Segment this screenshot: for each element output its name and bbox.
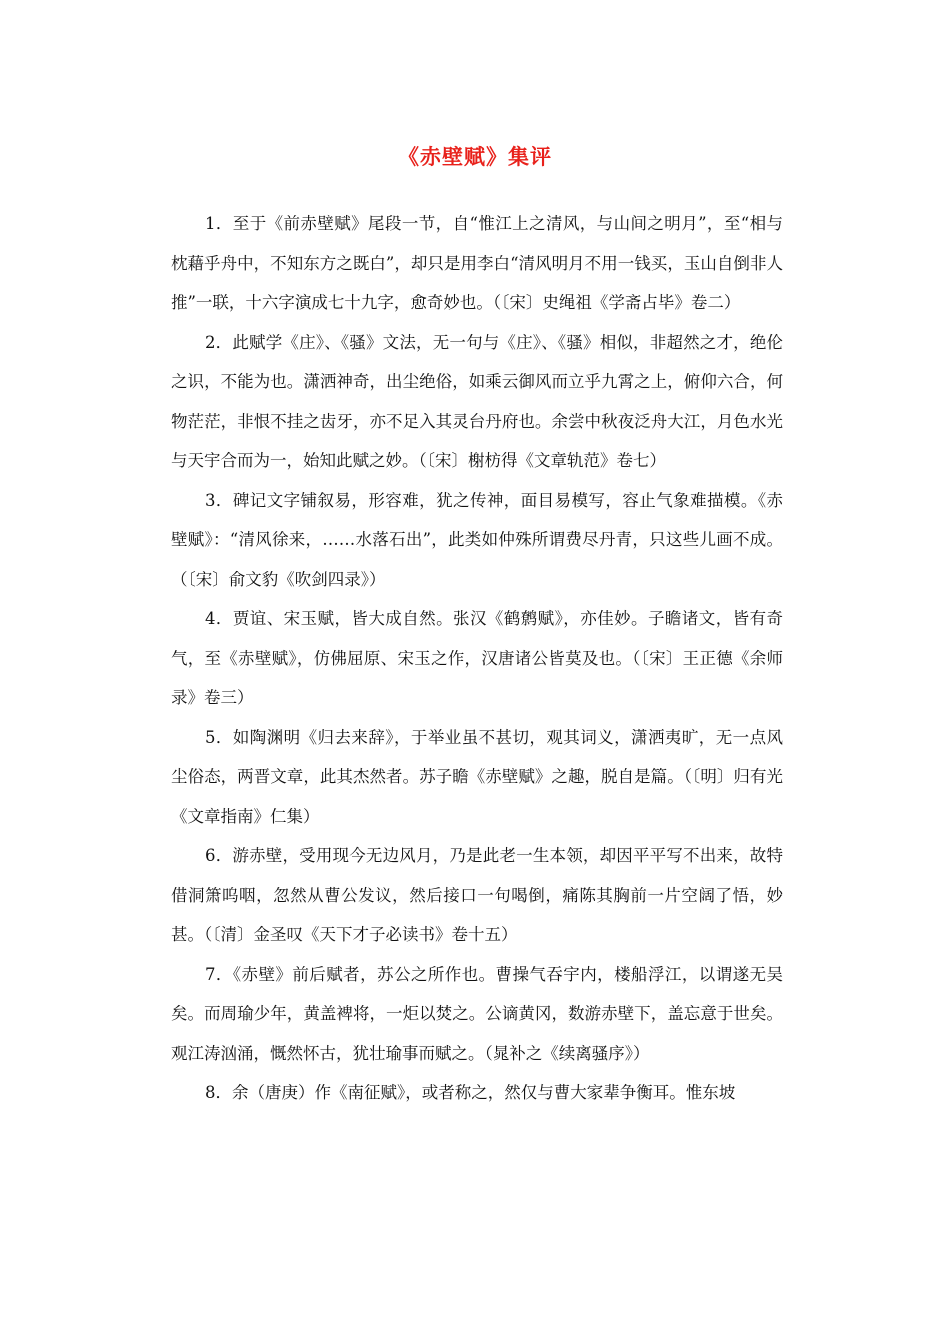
paragraph-6: 6．游赤壁，受用现今无边风月，乃是此老一生本领，却因平平写不出来，故特借洞箫呜咽，忽然从曹公发议，然后接口一句喝倒，痛陈其胸前一片空阔了悟，妙甚。（〔清〕金圣叹《天下才子必读书》卷十五） [171, 846, 783, 944]
document-body [171, 204, 783, 1113]
paragraph-5: 5．如陶渊明《归去来辞》，于举业虽不甚切，观其词义，潇洒夷旷，无一点风尘俗态，两晋文章，此其杰然者。苏子瞻《赤壁赋》之趣，脱自是篇。（〔明〕归有光《文章指南》仁集） [171, 727, 783, 826]
paragraph-1: 1．至于《前赤壁赋》尾段一节，自“惟江上之清风，与山间之明月”，至“相与枕藉乎舟中，不知东方之既白”，却只是用李白“清风明月不用一钱买，玉山自倒非人推”一联，十六字演成七十九字，愈奇妙也。（〔宋〕史绳祖《学斋占毕》卷二） [171, 214, 783, 312]
paragraph-2: 2．此赋学《庄》、《骚》文法，无一句与《庄》、《骚》相似，非超然之才，绝伦之识，不能为也。潇洒神奇，出尘绝俗，如乘云御风而立乎九霄之上，俯仰六合，何物茫茫，非恨不挂之齿牙，亦不足入其灵台丹府也。余尝中秋夜泛舟大江，月色水光与天宇合而为一，始知此赋之妙。（〔宋〕榭枋得《文章轨范》卷七） [171, 332, 783, 470]
paragraph-7: 7．《赤壁》前后赋者，苏公之所作也。曹操气吞宇内，楼船浮江，以谓遂无吴矣。而周瑜少年，黄盖裨将，一炬以焚之。公谪黄冈，数游赤壁下，盖忘意于世矣。观江涛汹涌，慨然怀古，犹壮瑜事而赋之。（晁补之《续离骚序》） [171, 964, 783, 1063]
document-title: 《赤壁赋》集评 [398, 145, 552, 169]
paragraph-3: 3．碑记文字铺叙易，形容难，犹之传神，面目易模写，容止气象难描模。《赤壁赋》：“清风徐来，……水落石出”，此类如仲殊所谓费尽丹青，只这些儿画不成。（〔宋〕俞文豹《吹剑四录》） [171, 490, 783, 589]
paragraph-4: 4．贾谊、宋玉赋，皆大成自然。张汉《鹤鹩赋》，亦佳妙。子瞻诸文，皆有奇气，至《赤壁赋》，仿佛屈原、宋玉之作，汉唐诸公皆莫及也。（〔宋〕王正德《余师录》卷三） [171, 609, 783, 707]
paragraph-8: 8．余（唐庚）作《南征赋》，或者称之，然仅与曹大家辈争衡耳。惟东坡 [205, 1083, 736, 1102]
